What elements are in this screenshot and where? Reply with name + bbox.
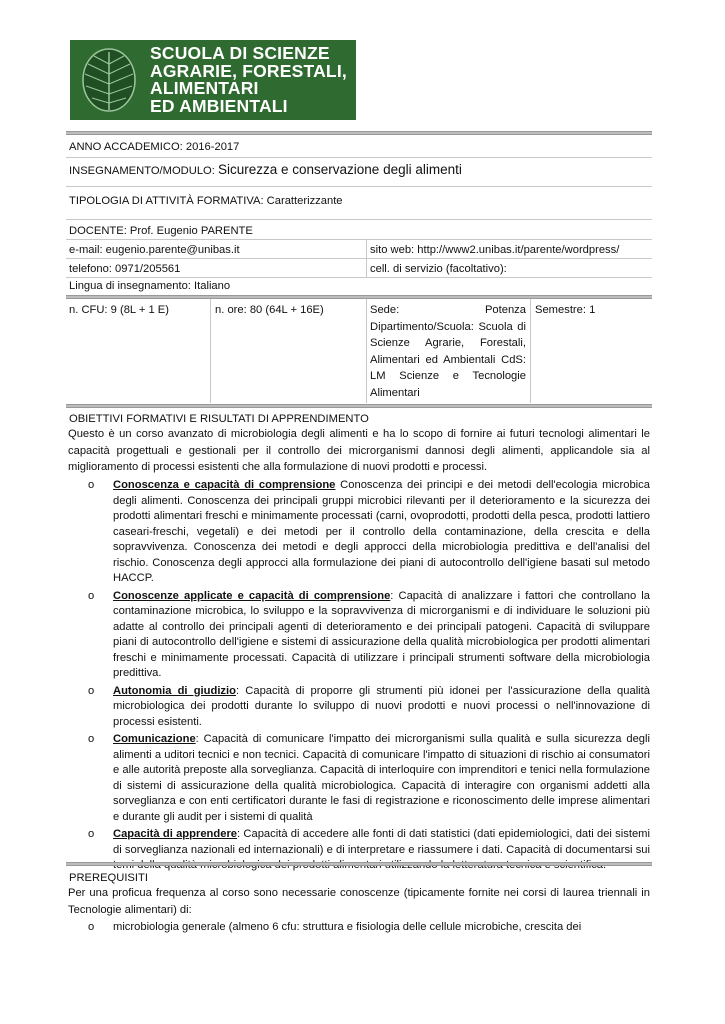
logo-line: AGRARIE, FORESTALI, <box>150 60 347 81</box>
phone: telefono: 0971/205561 <box>69 263 181 275</box>
item-text: : Capacità di accedere alle fonti di dati statistici (dati epidemiologici, dati dei sistemi di sorveglianza nazionali ed internazionali) e di interpretare e riassumere i dati. Capacità di documentarsi sui <box>113 828 650 856</box>
teaching-language: Lingua di insegnamento: Italiano <box>69 280 231 292</box>
item-text: : Capacità di analizzare i fattori che controllano la contaminazione microbica, lo sviluppo e la sopravvivenza di microrganismi e di individuare le soluzioni più adatte al controllo dei principali agenti di deterioramento e dei principali patogeni. Capacità di sviluppare piani di autocontrollo dell'igiene e sistemi di assicurazione della qualità microbiologica per prodotti alimentari freschi e minimamente processati. Capacità di utilizzare i principali strumenti software della microbiologia predittiva. <box>113 589 650 679</box>
item-text: : Capacità di comunicare l'impatto dei microrganismi sulla qualità e sulla sicurezza degli alimenti a uditori tecnici e non tecnici. Capacità di comunicare l'impatto di situazioni di rischio ai consumatori e alle autorità preposte alla sorveglianza. Capacità di interloquire con imprenditori e tenici nella formulazione di sistemi di assicurazione della qualità microbiologica. Capacità di interagire con organismi addetti alla sorveglianza e con enti certificatori durante le fasi di registrazione e riconoscimento delle imprese alimentari e durante gli audit per i sistemi di qualità <box>113 733 650 823</box>
activity-type: TIPOLOGIA DI ATTIVITÀ FORMATIVA: Caratterizzante <box>69 195 343 207</box>
list-item <box>68 732 650 825</box>
row-divider <box>66 219 652 220</box>
prerequisites-intro: Per una proficua frequenza al corso sono necessarie conoscenze (tipicamente fornite nei corsi di laurea triennali in Tecnologie alimentari) di: <box>68 887 650 916</box>
item-key: Capacità di apprendere <box>113 828 238 840</box>
logo-line: ALIMENTARI <box>150 78 259 98</box>
objectives-intro: Questo è un corso avanzato di microbiologia degli alimenti e ha lo scopo di fornire ai futuri tecnologi alimentari le capacità progettuali e gestionali per il controllo dei microrganismi dannosi degli alimenti, applicandole sia al miglioramento di processi esistenti che alla formulazione di nuovi prodotti e processi. <box>68 428 650 473</box>
bullet: o <box>88 733 95 745</box>
bullet: o <box>88 828 95 840</box>
academic-year: ANNO ACCADEMICO: 2016-2017 <box>69 141 240 153</box>
separator <box>66 404 652 408</box>
separator <box>66 295 652 299</box>
item-text: Conoscenza dei principi e dei metodi dell'ecologia microbica degli alimenti. Conoscenza dei principali gruppi microbici rilevanti per il deterioramento e la sicurezza dei prodotti alimentari freschi e minimamente processati (carni, ovoprodotti, prodotti della pesca, prodotti lattiero caseari-freschi, vegetali) e dei metodi per il controllo della contaminazione, della crescita e della sopravvivenza. Conoscenza dei metodi e degli approcci della microbiologia predittiva e dell'analisi del rischio. Conoscenza degli approcci alla formulazione dei piani di autocontrollo dell'igiene basati sul metodo HACCP. <box>113 479 650 584</box>
column-divider <box>210 299 211 403</box>
item-key: Autonomia di giudizio <box>113 684 236 697</box>
bullet: o <box>88 921 95 933</box>
teacher: DOCENTE: Prof. Eugenio PARENTE <box>69 225 253 237</box>
section-title-prerequisites: PREREQUISITI <box>69 872 148 884</box>
course-label <box>69 163 462 178</box>
row-divider <box>66 239 652 240</box>
item-key: Conoscenza e capacità di comprensione <box>113 479 336 491</box>
school-logo <box>70 40 356 120</box>
item-text: microbiologia generale (almeno 6 cfu: struttura e fisiologia delle cellule microbiche, crescita dei <box>113 921 582 933</box>
cfu: n. CFU: 9 (8L + 1 E) <box>69 304 169 316</box>
logo-line: SCUOLA DI SCIENZE <box>150 43 330 63</box>
leaf-icon <box>78 46 140 114</box>
list-item <box>68 684 650 731</box>
column-divider <box>366 299 367 403</box>
bullet: o <box>88 479 95 491</box>
semester: Semestre: 1 <box>535 304 596 316</box>
objectives-list <box>68 478 650 876</box>
row-divider <box>66 186 652 187</box>
logo-line: ED AMBIENTALI <box>150 95 288 116</box>
service-phone: cell. di servizio (facoltativo): <box>370 263 507 275</box>
course-title: Sicurezza e conservazione degli alimenti <box>217 162 462 177</box>
separator <box>66 131 652 135</box>
row-divider <box>66 258 652 259</box>
list-item <box>68 920 650 936</box>
course-label-key: INSEGNAMENTO/MODULO: <box>69 165 215 177</box>
item-key: Comunicazione <box>113 733 196 745</box>
email: e-mail: eugenio.parente@unibas.it <box>69 244 240 256</box>
section-title-objectives: OBIETTIVI FORMATIVI E RISULTATI DI APPRENDIMENTO <box>69 413 369 425</box>
list-item <box>68 478 650 587</box>
column-divider <box>530 299 531 403</box>
prerequisites-list <box>68 920 650 938</box>
separator <box>66 862 652 866</box>
item-key: Conoscenze applicate e capacità di comprensione <box>113 589 391 602</box>
list-item <box>68 589 650 682</box>
item-text: : Capacità di proporre gli strumenti più idonei per l'assicurazione della qualità microbiologica dei prodotti durante lo sviluppo di nuovi prodotti e nuovi processi o nell'innovazione di processi esistenti. <box>113 684 650 728</box>
row-divider <box>66 157 652 158</box>
list-item <box>68 827 650 874</box>
logo-text <box>150 45 347 115</box>
bullet: o <box>88 589 95 602</box>
website: sito web: http://www2.unibas.it/parente/wordpress/ <box>370 244 620 256</box>
hours: n. ore: 80 (64L + 16E) <box>215 304 324 316</box>
location: Sede: Potenza Dipartimento/Scuola: Scuola di Scienze Agrarie, Forestali, Alimentari ed Ambientali CdS: LM Scienze e Tecnologie Alimentari <box>370 304 526 399</box>
row-divider <box>66 277 652 278</box>
bullet: o <box>88 684 95 697</box>
